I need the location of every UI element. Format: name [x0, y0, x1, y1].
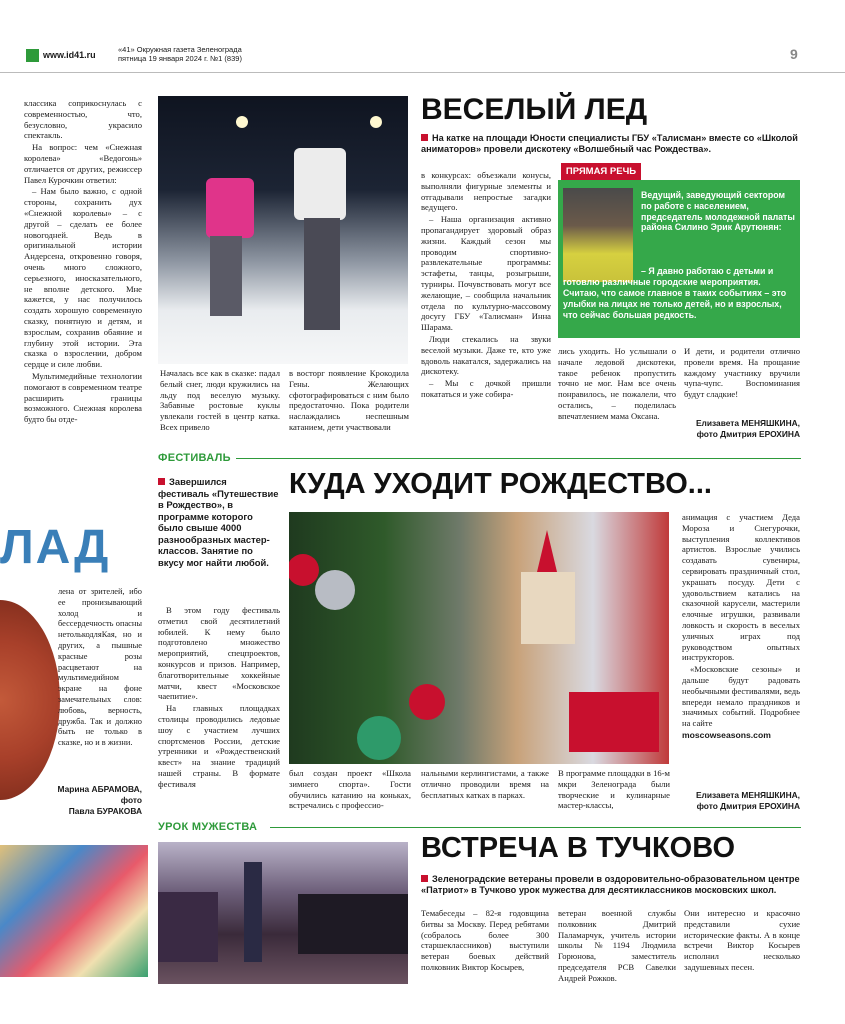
article1-lead-text: На катке на площади Юности специалисты ГБУ «Талисман» вместе со «Школой аниматоров» провели дискотеку «Волшебный час Рождества». — [421, 133, 798, 154]
christmas-photo — [289, 512, 669, 764]
paper-info — [118, 45, 242, 63]
paragraph: в конкурсах: объезжали конусы, выполняли фигурные элементы и отгадывали непростые загадки ведущего. — [421, 170, 551, 213]
article2-credit — [640, 790, 800, 812]
left-paragraph: На вопрос: чем «Снежная королева» «Ведогонь» отличается от других, режиссер Павел Курочкин ответил: — [24, 142, 142, 185]
article3-lead-text: Зеленоградские ветераны провели в оздоровительно-образовательном центре «Патриот» в Тучково урок мужества для десятиклассников московских школ. — [421, 874, 800, 895]
quote-text: – Я давно работаю с детьми и готовлю различные городские мероприятия. Считаю, что самое главное в таких событиях – это улыбки на лицах не только детей, но и взрослых, что сейчас большая редкость. — [563, 266, 787, 320]
article3-col3: Они интересно и красочно представили сухие исторические факты. А в конце встречи Виктор Косырев исполнил несколько задушевных песен. — [684, 908, 800, 972]
credit-author: Марина АБРАМОВА, — [57, 784, 142, 794]
hall-photo — [158, 842, 408, 984]
bullet-square-icon — [421, 875, 428, 882]
paragraph: – Мы с дочкой пришли покататься и уже собира- — [421, 378, 551, 399]
article1-col2: в восторг появление Крокодила Гены. Желающих сфотографироваться с ним было предостаточно. Пока родители наслаждались неспешным катанием, дети участвовали — [289, 368, 409, 432]
paragraph: анимация с участием Деда Мороза и Снегурочки, выступления коллективов артистов. Взрослые учились создавать сувениры, сервировать праздничный стол, украшать посуду. Дети с удовольствием катались на сказочной карусели, мастерили елочные игрушки, развивали ловкость и скорость в веселых уличных играх под руководством опытных инструкторов. — [682, 512, 800, 663]
article2-right-col — [682, 512, 800, 741]
article1-lead — [421, 133, 801, 155]
credit-photo: фото Дмитрия ЕРОХИНА — [696, 801, 800, 811]
logo-icon — [26, 49, 39, 62]
skaters-photo — [158, 96, 408, 364]
article1-col5: И дети, и родители отлично провели время. На прощание каждому участнику вручили чупа-чупс. Воспоминания будут сладкие! — [684, 346, 800, 400]
credit-author: Елизавета МЕНЯШКИНА, — [695, 418, 800, 428]
quote-person: Ведущий, заведующий сектором по работе с населением, председатель молодежной палаты района Силино Эрик Арутюнян: — [641, 190, 795, 233]
paper-line-1: «41» Окружная газета Зеленограда — [118, 45, 242, 54]
left-bottom-text: лена от зрителей, ибо ее пронизывающий холод и бессердечность опасны нетолькодляКая, но и других, а пышные красные розы расцветают на мультимедийном экране на фоне замечательных слов: любовь, верность, дружба. Так и должно быть не только в сказке, но и в жизни. — [58, 587, 142, 748]
paragraph: «Московские сезоны» и дальше будут радовать необычными фестивалями, ведь впереди немало праздников и значимых событий. Подробнее на сайте — [682, 664, 800, 729]
credit-photo-label: фото — [120, 795, 142, 805]
left-column-text — [24, 98, 142, 426]
article1-title: ВЕСЕЛЫЙ ЛЕД — [421, 93, 648, 126]
left-paragraph: – Нам было важно, с одной стороны, сохранить дух «Снежной королевы» – с другой – сделать ее более новогодней. Ведь в оригинальной истории Андерсена, откровенно говоря, очень много сложного, серьезного, иносказательного, не вполне детского. Мне кажется, у нас получилось создать хорошую современную сказку, понятную и детям, и взрослым, сохранив обаяние и глубину этой истории. Эта сказка о взрослении, добром сердце и силе любви. — [24, 186, 142, 370]
header-divider — [0, 72, 845, 73]
section-divider — [236, 458, 801, 459]
decorative-image — [0, 600, 60, 800]
paragraph: В этом году фестиваль отметил свой десятилетний юбилей. К нему было подготовлено множество мероприятий, спецпроектов, конкурсов и призов. Например, благотворительные хоккейные матчи, квест «Московское чаепитие». — [158, 605, 280, 702]
article2-title: КУДА УХОДИТ РОЖДЕСТВО... — [289, 468, 712, 500]
paragraph: – Наша организация активно пропагандирует здоровый образ жизни. Каждый сезон мы проводим спортивно-развлекательные программы: эстафеты, танцы, розыгрыши, турниры. Почувствовать могут все желающие, – сообщила начальник отдела по культурно-массовому досугу ГБУ «Талисман» Инна Шарама. — [421, 214, 551, 333]
article3-col2: ветеран военной службы полковник Дмитрий Паламарчук, учитель истории школы №1194 Людмила Горюнова, заместитель председателя РСВ Савелки Андрей Рожков. — [558, 908, 676, 983]
article2-col3: нальными керлингистами, а также отлично проводили время на бесплатных катках в парках. — [421, 768, 549, 800]
festival-site-link[interactable]: moscowseasons.com — [682, 729, 771, 740]
bullet-square-icon — [158, 478, 165, 485]
left-paragraph: классика соприкоснулась с современностью, что, безусловно, украсило спектакль. — [24, 98, 142, 141]
article1-col3 — [421, 170, 551, 401]
paper-line-2: пятница 19 января 2024 г. №1 (839) — [118, 54, 242, 63]
article3-col1: Темабеседы – 82-я годовщина битвы за Москву. Перед ребятами (собралось более 300 старшеклассников) выступили ветеран боевых действий полковник Виктор Косырев, — [421, 908, 549, 972]
article1-credit — [640, 418, 800, 440]
article2-col2: был создан проект «Школа зимнего спорта». Гости обучились катанию на коньках, встречались с профессио- — [289, 768, 411, 811]
article2-lead — [158, 476, 280, 568]
direct-speech-tag: ПРЯМАЯ РЕЧЬ — [561, 163, 641, 180]
section-courage-lesson: УРОК МУЖЕСТВА — [158, 821, 258, 833]
article2-col4: В программе площадки в 16-м мкри Зеленограда были творческие и кулинарные мастер-классы, — [558, 768, 670, 811]
paragraph: На главных площадках столицы проводились ледовые шоу с участием лучших спортсменов России, детские утренники и «Рождественский квест» на знание традиций нашей страны. В формате фестиваля — [158, 703, 280, 789]
left-credit — [40, 784, 142, 817]
article1-col1: Началась все как в сказке: падал белый снег, люди кружились на льду под веселую музыку. Забавные ростовые куклы увлекали гостей в центр катка. Всех привело — [160, 368, 280, 432]
credit-photographer: Павла БУРАКОВА — [68, 806, 142, 816]
left-paragraph: Мультимедийные технологии помогают в современном театре расширить границы возможного. Снежная королева будто бы отде- — [24, 370, 142, 425]
article2-lead-text: Завершился фестиваль «Путешествие в Рождество», в программе которого было свыше 4000 разнообразных мастер-классов. Занятие по вкусу мог найти любой. — [158, 476, 279, 568]
section-festival: ФЕСТИВАЛЬ — [158, 452, 231, 464]
credit-author: Елизавета МЕНЯШКИНА, — [695, 790, 800, 800]
books-photo — [0, 845, 148, 977]
article1-col4: лись уходить. Но услышали о начале ледовой дискотеки, такое ребенок пропустить точно не мог. Нам все очень понравилось, не пожалели, что остались, – поделилась впечатлением мама Оксана. — [558, 346, 676, 421]
credit-photo: фото Дмитрия ЕРОХИНА — [696, 429, 800, 439]
bullet-square-icon — [421, 134, 428, 141]
paragraph: Люди стекались на звуки веселой музыки. Даже те, кто уже вдоволь накатался, задержались на дискотеку. — [421, 333, 551, 377]
article3-lead — [421, 874, 801, 896]
page-number: 9 — [790, 46, 798, 62]
decorative-heading: ЛАД — [0, 521, 111, 574]
article3-title: ВСТРЕЧА В ТУЧКОВО — [421, 832, 736, 864]
section-divider — [270, 827, 801, 828]
article2-col1 — [158, 605, 280, 791]
site-url[interactable]: www.id41.ru — [43, 50, 96, 60]
